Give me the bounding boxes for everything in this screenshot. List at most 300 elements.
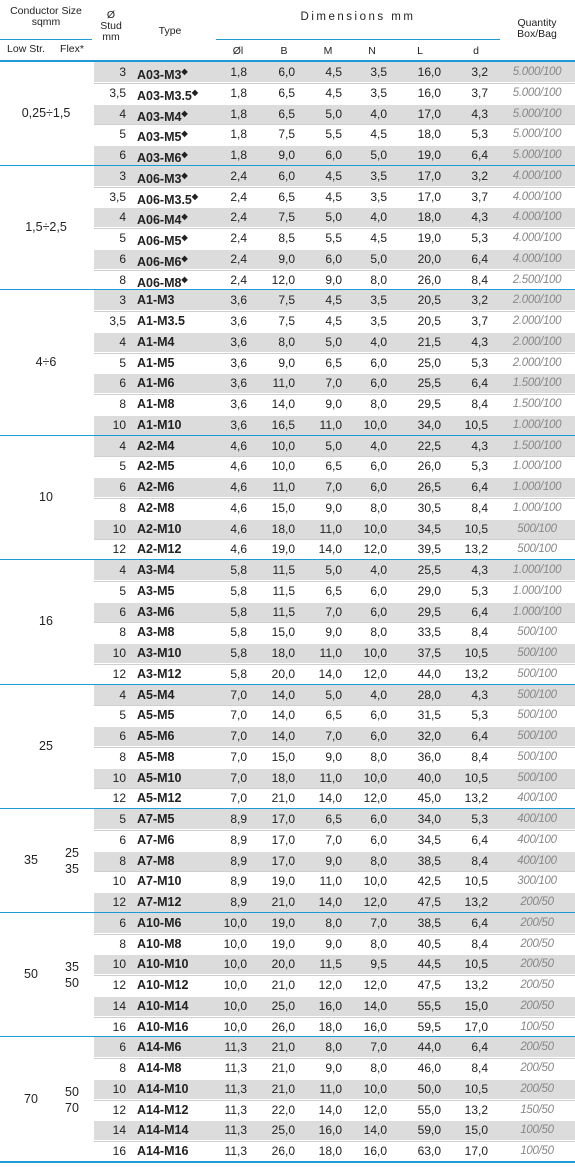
dimension-cell: 9,0	[278, 251, 295, 266]
diamond-marker-icon: ◆	[191, 87, 199, 97]
dimension-cell: 6,4	[471, 148, 488, 162]
stud-cell: 12	[112, 895, 126, 909]
table-row	[0, 290, 575, 310]
stud-cell: 8	[119, 1061, 126, 1075]
dimension-cell: 5,8	[230, 604, 247, 619]
dimension-cell: 2,4	[230, 210, 247, 225]
stud-cell: 6	[119, 376, 126, 391]
quantity-cell: 200/50	[520, 958, 554, 971]
dimension-cell: 55,0	[417, 1102, 441, 1117]
dimension-cell: 8,9	[230, 832, 247, 847]
stud-cell: 6	[119, 729, 126, 743]
stud-cell: 8	[119, 625, 126, 640]
dimension-cell: 3,6	[230, 355, 247, 370]
dimension-cell: 4,6	[230, 542, 247, 557]
table-row	[0, 892, 575, 912]
dimension-cell: 16,0	[417, 85, 441, 100]
dimension-cell: 6,5	[278, 189, 295, 204]
dimension-cell: 19,0	[417, 231, 441, 245]
table-row	[0, 996, 575, 1016]
quantity-cell: 1.500/100	[512, 377, 562, 390]
dimension-cell: 4,6	[230, 438, 247, 453]
dimension-cell: 8,0	[278, 334, 295, 349]
dimension-cell: 17,0	[271, 832, 295, 847]
dimension-cell: 17,0	[464, 1144, 488, 1158]
quantity-cell: 2.000/100	[512, 356, 562, 369]
dimension-cell: 10,0	[271, 438, 295, 453]
conductor-size-header	[0, 6, 92, 28]
diamond-marker-icon: ◆	[181, 67, 188, 76]
type-code: A14-M8	[137, 1061, 182, 1075]
table-row	[0, 954, 575, 974]
dimension-cell: 19,0	[271, 542, 295, 557]
table-row	[0, 934, 575, 954]
dim-col-header: N	[368, 45, 376, 57]
dimension-cell: 4,0	[370, 334, 387, 349]
type-code: A7-M6	[137, 832, 175, 847]
dimension-cell: 55,5	[417, 998, 441, 1013]
diamond-marker-icon: ◆	[181, 150, 188, 159]
dimension-cell: 3,5	[370, 168, 387, 183]
dimension-cell: 10,5	[464, 646, 488, 660]
dimension-cell: 16,0	[417, 65, 441, 79]
dimension-cell: 47,5	[417, 895, 441, 909]
dimension-cell: 6,5	[278, 106, 295, 121]
quantity-cell: 500/100	[517, 522, 557, 535]
table-row	[0, 1058, 575, 1078]
dimension-cell: 11,3	[224, 1123, 247, 1138]
quantity-cell: 4.000/100	[512, 232, 562, 244]
quantity-cell: 200/50	[520, 979, 554, 991]
dimension-cell: 42,5	[417, 874, 441, 889]
dimension-cell: 32,0	[417, 729, 441, 743]
dimension-cell: 14,0	[318, 666, 342, 681]
diamond-marker-icon: ◆	[181, 233, 188, 242]
quantity-cell: 100/50	[520, 1145, 554, 1157]
stud-cell: 8	[119, 749, 126, 764]
dimension-cell: 2,4	[230, 272, 247, 287]
dimension-cell: 13,2	[464, 1102, 488, 1117]
quantity-cell: 500/100	[517, 771, 557, 784]
dimension-cell: 6,0	[370, 604, 387, 619]
dimension-cell: 10,0	[223, 936, 247, 951]
dimension-cell: 3,5	[370, 65, 387, 79]
dimension-cell: 34,5	[417, 521, 441, 536]
table-row	[0, 456, 575, 476]
conductor-size-low-str: 1,5÷2,5	[25, 220, 67, 234]
stud-cell: 6	[119, 915, 126, 930]
dimension-cell: 29,0	[417, 583, 441, 598]
quantity-cell: 400/100	[517, 813, 557, 825]
dimension-cell: 8,4	[471, 625, 488, 640]
dimension-cell: 20,0	[271, 957, 295, 972]
dimension-cell: 6,4	[471, 604, 488, 619]
dimension-cell: 11,5	[319, 957, 342, 972]
dimension-cell: 26,5	[417, 480, 441, 494]
dimension-cell: 6,4	[471, 729, 488, 743]
dimension-cell: 19,0	[271, 874, 295, 889]
dimension-cell: 11,0	[319, 1081, 342, 1096]
dimension-cell: 6,0	[370, 708, 387, 723]
type-code: A03-M3.5	[137, 88, 192, 103]
conductor-size-flex	[58, 845, 86, 877]
dimension-cell: 6,4	[471, 376, 488, 391]
dimension-cell: 8,4	[471, 936, 488, 951]
stud-cell: 6	[119, 832, 126, 847]
type-code: A1-M3.5	[137, 314, 185, 328]
dimension-cell: 8,0	[370, 272, 387, 287]
dimension-cell: 4,6	[230, 500, 247, 515]
dimension-cell: 4,0	[370, 438, 387, 453]
dimension-cell: 14,0	[318, 542, 342, 557]
conductor-size-header-line2: sqmm	[31, 16, 61, 28]
stud-cell: 8	[119, 500, 126, 515]
dimension-cell: 8,0	[370, 1061, 387, 1075]
dimension-cell: 4,5	[325, 168, 342, 183]
table-row	[0, 851, 575, 871]
type-code: A06-M6	[137, 254, 182, 269]
dimension-cell: 7,0	[325, 729, 342, 743]
dimension-cell: 12,0	[363, 791, 387, 806]
dimension-cell: 8,4	[471, 397, 488, 411]
dimension-cell: 44,0	[417, 1040, 441, 1055]
type-code: A5-M5	[137, 708, 175, 723]
dimension-cell: 6,5	[325, 583, 342, 598]
dimension-cell: 6,0	[370, 729, 387, 743]
type-code: A3-M5	[137, 583, 175, 598]
dimension-cell: 4,6	[230, 521, 247, 536]
dimension-cell: 3,7	[471, 189, 488, 204]
quantity-cell: 200/50	[520, 999, 554, 1012]
dimension-cell: 10,5	[464, 1081, 488, 1096]
conductor-size-low-str: 70	[24, 1091, 38, 1106]
type-code: A14-M12	[137, 1102, 189, 1117]
dimension-cell: 10,0	[363, 1081, 387, 1096]
dimension-cell: 44,0	[417, 666, 441, 681]
dimension-cell: 15,0	[271, 749, 295, 764]
stud-cell: 6	[119, 251, 126, 266]
dimension-cell: 9,0	[325, 500, 342, 515]
quantity-cell: 500/100	[517, 543, 557, 556]
dimension-cell: 10,0	[223, 978, 247, 992]
dimension-cell: 8,0	[370, 397, 387, 411]
dimension-cell: 8,9	[230, 812, 247, 826]
type-code: A14-M6	[137, 1040, 182, 1055]
table-row	[0, 539, 575, 559]
dimension-cell: 26,0	[271, 1144, 295, 1158]
stud-cell: 5	[119, 231, 126, 245]
dimension-cell: 9,0	[325, 1061, 342, 1075]
dimension-cell: 18,0	[417, 210, 441, 225]
dimension-cell: 13,2	[464, 895, 488, 909]
quantity-cell: 1.000/100	[512, 460, 562, 473]
dimension-cell: 11,5	[272, 583, 295, 598]
stud-cell: 5	[119, 583, 126, 598]
dimension-cell: 18,0	[318, 1144, 342, 1158]
type-code: A5-M4	[137, 687, 175, 702]
dimension-cell: 8,9	[230, 853, 247, 868]
stud-cell: 3,5	[109, 189, 126, 204]
dimension-cell: 3,5	[370, 293, 387, 308]
diamond-marker-icon: ◆	[181, 212, 188, 222]
dimension-cell: 7,0	[230, 708, 247, 723]
stud-cell: 14	[112, 998, 126, 1013]
dimension-cell: 9,0	[278, 355, 295, 370]
table-row	[0, 581, 575, 601]
dimension-cell: 5,0	[325, 334, 342, 349]
dimension-cell: 14,0	[318, 791, 342, 806]
quantity-cell: 1.000/100	[512, 564, 562, 576]
dimension-cell: 4,5	[325, 314, 342, 328]
quantity-cell: 150/50	[520, 1103, 554, 1116]
stud-cell: 4	[119, 334, 126, 349]
quantity-cell: 4.000/100	[512, 211, 562, 224]
type-code: A3-M8	[137, 625, 175, 640]
dimension-cell: 38,5	[417, 853, 441, 868]
dimension-cell: 4,3	[471, 687, 488, 702]
table-row	[0, 166, 575, 186]
type-code: A1-M3	[137, 293, 175, 308]
type-code: A06-M3.5	[137, 192, 192, 207]
dimension-cell: 17,0	[417, 168, 441, 183]
dimension-cell: 1,8	[230, 85, 247, 100]
type-code: A14-M14	[137, 1123, 189, 1138]
type-code: A2-M4	[137, 438, 175, 453]
dimension-cell: 6,0	[370, 583, 387, 598]
stud-header-line2: Stud	[100, 20, 122, 32]
dimension-cell: 7,0	[230, 791, 247, 806]
dimension-cell: 15,0	[464, 998, 488, 1013]
type-code: A2-M6	[137, 480, 175, 494]
stud-cell: 10	[112, 521, 126, 536]
table-row	[0, 705, 575, 725]
diamond-marker-icon: ◆	[181, 170, 188, 180]
dimension-cell: 5,3	[471, 459, 488, 474]
dimension-cell: 5,8	[230, 625, 247, 640]
dimension-cell: 11,0	[319, 646, 342, 660]
dimension-cell: 6,0	[325, 148, 342, 162]
diamond-marker-icon: ◆	[181, 108, 188, 118]
dimension-cell: 9,0	[325, 625, 342, 640]
dimension-cell: 8,0	[325, 915, 342, 930]
dimension-cell: 12,0	[318, 978, 342, 992]
conductor-size-low-str: 0,25÷1,5	[21, 105, 71, 120]
dimension-cell: 1,8	[230, 65, 247, 79]
dimension-cell: 6,0	[370, 812, 387, 826]
dimension-cell: 6,0	[370, 376, 387, 391]
dimension-cell: 15,0	[464, 1123, 488, 1138]
table-row	[0, 519, 575, 539]
dimension-cell: 5,3	[471, 127, 488, 142]
dimension-cell: 1,8	[230, 148, 247, 162]
dimension-cell: 5,3	[471, 355, 488, 370]
type-code: A1-M4	[137, 334, 175, 349]
dimension-cell: 3,6	[230, 314, 247, 328]
dimension-cell: 50,0	[417, 1081, 441, 1096]
dimension-cell: 3,6	[230, 293, 247, 308]
dimension-cell: 16,0	[318, 1123, 342, 1138]
quantity-cell: 5.000/100	[512, 66, 562, 78]
dimension-cell: 5,3	[471, 812, 488, 826]
dimension-cell: 45,0	[417, 791, 441, 806]
stud-cell: 12	[112, 1102, 126, 1117]
type-code: A06-M4	[137, 213, 182, 228]
flex-value: 25	[65, 845, 79, 860]
stud-cell: 5	[119, 708, 126, 723]
dimension-cell: 5,0	[325, 210, 342, 225]
dimension-cell: 59,5	[417, 1019, 441, 1034]
table-row	[0, 394, 575, 414]
stud-header-line3: mm	[102, 31, 120, 43]
stud-cell: 10	[112, 1081, 126, 1096]
dimension-cell: 4,0	[370, 210, 387, 225]
dimension-cell: 5,8	[230, 646, 247, 660]
dimension-cell: 14,0	[271, 729, 295, 743]
dimension-cell: 2,4	[230, 231, 247, 245]
quantity-cell: 1.000/100	[512, 501, 562, 514]
dimension-cell: 18,0	[318, 1019, 342, 1034]
table-row	[0, 809, 575, 829]
dimension-cell: 10,5	[464, 957, 488, 972]
quantity-cell: 2.000/100	[512, 335, 562, 348]
stud-cell: 8	[119, 272, 126, 287]
table-row	[0, 83, 575, 103]
type-code: A3-M12	[137, 666, 182, 681]
dimension-cell: 7,5	[278, 210, 295, 225]
dimension-cell: 6,5	[325, 708, 342, 723]
type-code: A03-M5	[137, 130, 182, 145]
dimension-cell: 11,0	[319, 417, 342, 432]
dimension-cell: 5,3	[471, 708, 488, 723]
dimension-cell: 12,0	[363, 978, 387, 992]
dimension-cell: 11,3	[224, 1040, 247, 1055]
type-code: A7-M10	[137, 874, 182, 889]
type-code: A5-M8	[137, 749, 175, 764]
stud-cell: 6	[119, 148, 126, 162]
dimension-cell: 15,0	[271, 500, 295, 515]
conductor-size-low-str: 35	[24, 852, 38, 867]
dimension-cell: 26,0	[417, 272, 441, 287]
quantity-cell: 1.000/100	[512, 584, 562, 597]
dimension-cell: 4,3	[471, 438, 488, 453]
quantity-header-line1: Quantity	[517, 17, 557, 29]
dimension-cell: 5,5	[325, 127, 342, 142]
quantity-cell: 300/100	[517, 875, 557, 888]
dimension-cell: 7,0	[325, 832, 342, 847]
dimension-cell: 4,6	[230, 480, 247, 494]
dimension-cell: 6,5	[325, 812, 342, 826]
type-code: A2-M8	[137, 500, 175, 515]
stud-cell: 14	[112, 1123, 126, 1138]
quantity-cell: 500/100	[517, 750, 557, 763]
dimension-cell: 11,0	[272, 480, 295, 494]
dimension-cell: 18,0	[271, 521, 295, 536]
dimension-cell: 12,0	[363, 542, 387, 557]
type-code: A1-M10	[137, 417, 182, 432]
low-str-header: Low Str.	[7, 43, 45, 55]
dimension-cell: 4,5	[325, 65, 342, 79]
dimension-cell: 11,3	[224, 1061, 247, 1075]
dimension-cell: 10,0	[223, 957, 247, 972]
type-code: A10-M12	[137, 978, 189, 992]
dimension-cell: 10,0	[271, 459, 295, 474]
dimension-cell: 18,0	[417, 127, 441, 142]
dimension-cell: 5,0	[370, 148, 387, 162]
dimension-cell: 19,0	[417, 148, 441, 162]
dimension-cell: 10,0	[363, 770, 387, 785]
table-row	[0, 270, 575, 290]
dimension-cell: 3,2	[471, 293, 488, 308]
dim-col-header: M	[323, 45, 333, 57]
dimension-cell: 8,0	[370, 853, 387, 868]
dimension-cell: 18,0	[271, 770, 295, 785]
dimension-cell: 1,8	[230, 106, 247, 121]
dimension-cell: 10,5	[464, 521, 488, 536]
quantity-cell: 200/50	[520, 1082, 554, 1095]
dimension-cell: 5,8	[230, 666, 247, 681]
quantity-cell: 500/100	[517, 709, 557, 722]
type-code: A03-M3	[137, 68, 182, 83]
table-row	[0, 1120, 575, 1140]
dimension-cell: 14,0	[271, 397, 295, 411]
dimension-cell: 4,3	[471, 334, 488, 349]
dimension-cell: 11,5	[272, 604, 295, 619]
stud-cell: 3	[119, 168, 126, 183]
table-row	[0, 1017, 575, 1037]
dimension-cell: 6,5	[325, 355, 342, 370]
stud-cell: 10	[112, 957, 126, 972]
quantity-cell: 200/50	[520, 1041, 554, 1054]
dimension-cell: 14,0	[271, 687, 295, 702]
dimension-cell: 3,6	[230, 376, 247, 391]
dimension-cell: 8,0	[370, 500, 387, 515]
quantity-cell: 500/100	[517, 667, 557, 680]
conductor-size-flex	[58, 1084, 86, 1116]
dimension-cell: 6,4	[471, 832, 488, 847]
dimension-cell: 34,0	[417, 417, 441, 432]
stud-cell: 8	[119, 936, 126, 951]
dimension-cell: 5,8	[230, 563, 247, 577]
dimension-cell: 7,5	[278, 293, 295, 308]
dimension-cell: 38,5	[417, 915, 441, 930]
table-row	[0, 145, 575, 165]
dimension-cell: 6,0	[370, 480, 387, 494]
type-code: A3-M4	[137, 563, 175, 577]
quantity-cell: 200/50	[520, 1062, 554, 1074]
dimension-cell: 4,5	[325, 189, 342, 204]
type-code: A14-M10	[137, 1081, 189, 1096]
table-row	[0, 373, 575, 393]
quantity-cell: 500/100	[517, 647, 557, 659]
dimension-cell: 7,0	[370, 915, 387, 930]
dimension-cell: 7,0	[325, 376, 342, 391]
dimension-cell: 4,0	[370, 106, 387, 121]
dimension-cell: 20,5	[417, 293, 441, 308]
diamond-marker-icon: ◆	[181, 253, 188, 263]
dimension-cell: 13,2	[464, 978, 488, 992]
quantity-cell: 1.500/100	[512, 398, 562, 410]
conductor-size-low-str: 50	[24, 967, 38, 981]
type-code: A06-M3	[137, 171, 182, 186]
dimension-cell: 10,0	[363, 874, 387, 889]
stud-cell: 8	[119, 397, 126, 411]
dimension-cell: 6,0	[278, 168, 295, 183]
dimension-cell: 10,0	[223, 1019, 247, 1034]
dimension-cell: 3,5	[370, 314, 387, 328]
dimension-cell: 25,5	[417, 563, 441, 577]
type-code: A10-M16	[137, 1019, 189, 1034]
dimension-cell: 21,0	[271, 895, 295, 909]
